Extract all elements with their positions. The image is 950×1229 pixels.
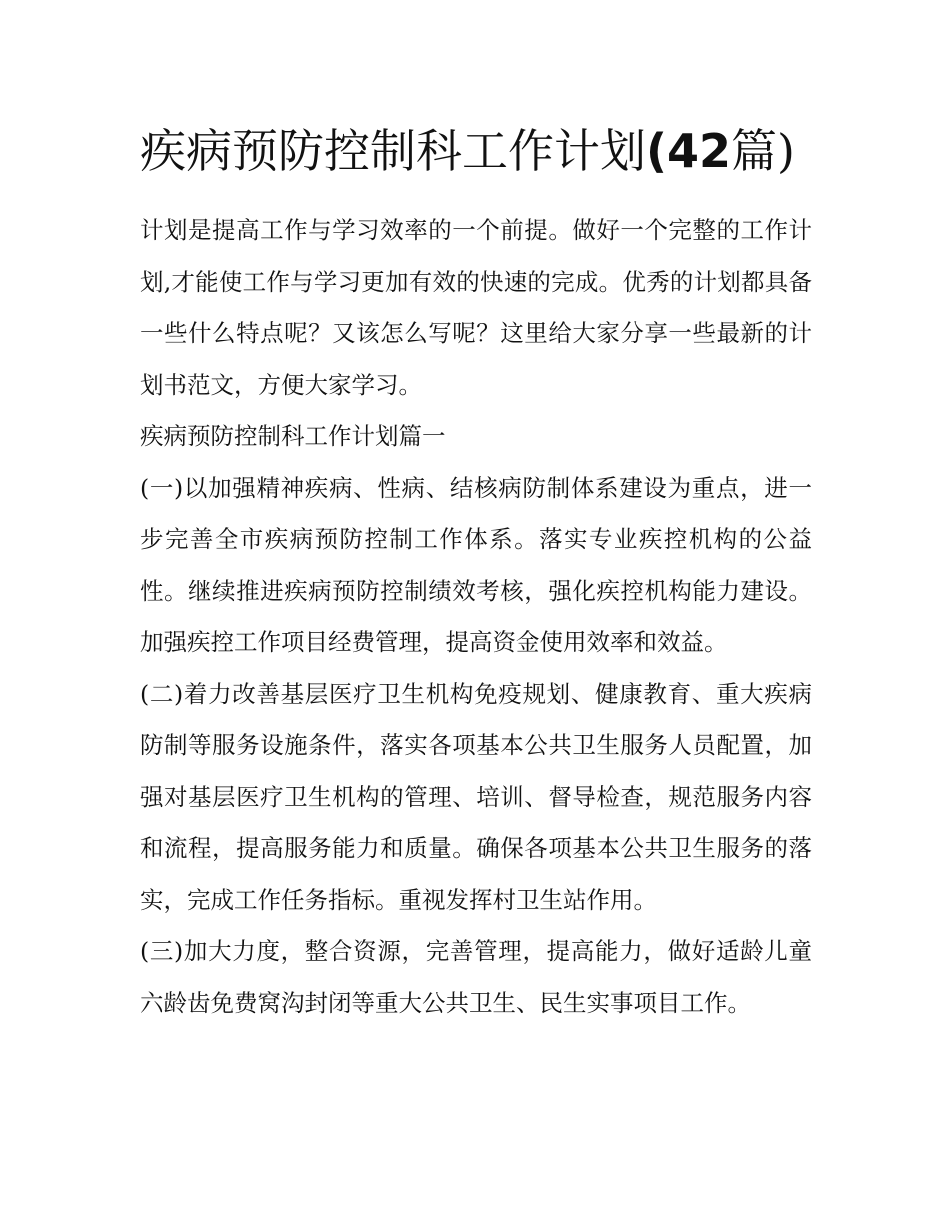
paragraph-item-3: (三)加大力度，整合资源，完善管理，提高能力，做好适龄儿童六龄齿免费窝沟封闭等重大公共卫生、民生实事项目工作。 <box>140 937 812 1017</box>
document-title <box>140 112 812 190</box>
paragraph-item-2: (二)着力改善基层医疗卫生机构免疫规划、健康教育、重大疾病防制等服务设施条件，落实各项基本公共卫生服务人员配置，加强对基层医疗卫生机构的管理、培训、督导检查，规范服务内容和流程，提高服务能力和质量。确保各项基本公共卫生服务的落实，完成工作任务指标。重视发挥村卫生站作用。 <box>140 679 812 914</box>
intro-paragraph: 计划是提高工作与学习效率的一个前提。做好一个完整的工作计划,才能使工作与学习更加有效的快速的完成。优秀的计划都具备一些什么特点呢？又该怎么写呢？这里给大家分享一些最新的计划书范文，方便大家学习。 <box>140 216 812 399</box>
document-page <box>140 112 812 1029</box>
title-suffix: 篇) <box>731 124 795 178</box>
paragraph-item-1: (一)以加强精神疾病、性病、结核病防制体系建设为重点，进一步完善全市疾病预防控制工作体系。落实专业疾控机构的公益性。继续推进疾病预防控制绩效考核，强化疾控机构能力建设。加强疾控工作项目经费管理，提高资金使用效率和效益。 <box>140 473 812 656</box>
title-count: (42 <box>646 124 732 178</box>
section-heading: 疾病预防控制科工作计划篇一 <box>140 422 446 450</box>
document-body <box>140 205 812 1029</box>
title-main: 疾病预防控制科工作计划 <box>140 124 646 178</box>
